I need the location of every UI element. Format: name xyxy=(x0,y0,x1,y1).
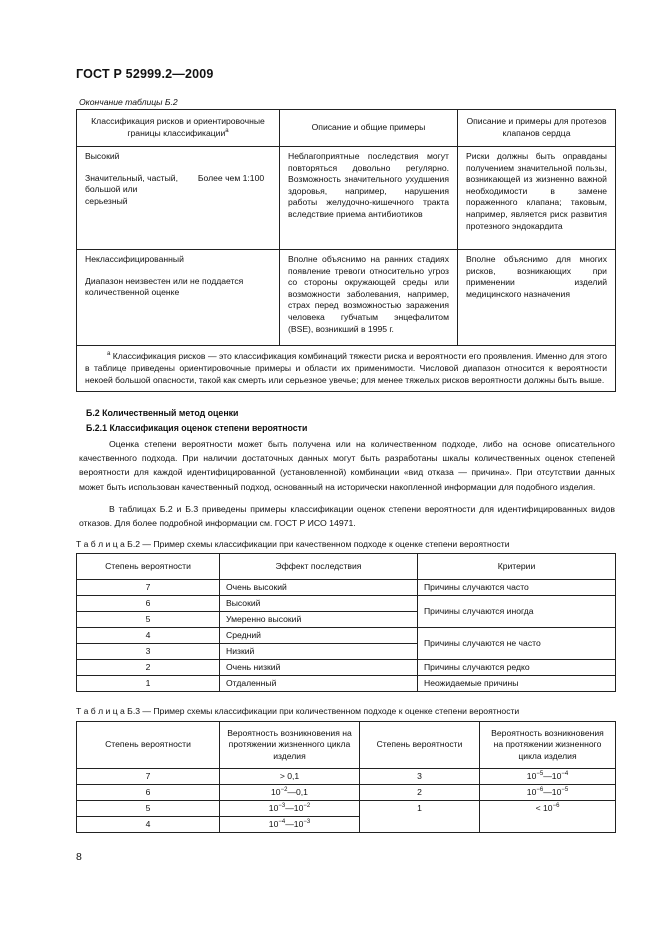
column-header: Описание и примеры для протезов клапанов сердца xyxy=(458,110,616,147)
column-header: Критерии xyxy=(418,554,616,580)
effect-cell: Очень низкий xyxy=(220,660,418,676)
risk-class-description: Значительный, частый, большой или серьезный xyxy=(85,172,178,206)
probability-degree-cell: 1 xyxy=(77,676,220,692)
effect-cell: Очень высокий xyxy=(220,580,418,596)
probability-value-cell: < $10^{-6}$ xyxy=(480,801,616,833)
table-footnote: $^а$ Классификация рисков — это классификация комбинаций тяжести риска и вероятности его проявления. Именно для этого в таблице приведены ориентировочные примеры и области их применимости. Числовой диапазон относится к вероятности некоей большой опасности, такой как смерть или серьезное увечье; для менее тяжелых рисков вероятности должны быть выше. xyxy=(77,346,616,392)
table-header-row xyxy=(77,110,616,147)
table-header-row xyxy=(77,722,616,769)
risk-class-cell xyxy=(77,147,280,250)
table-header-row xyxy=(77,554,616,580)
general-example-cell: Вполне объяснимо на ранних стадиях появление тревоги относительно угроз со стороны окружающей среды или возможности заболевания, например, страх перед возможностью заражения человека губчатым энцефалитом (BSE), возникший в 1995 г. xyxy=(280,250,458,346)
effect-cell: Высокий xyxy=(220,596,418,612)
risk-class-range: Более чем 1:100 xyxy=(197,172,265,183)
table-row xyxy=(77,147,616,250)
effect-cell: Отдаленный xyxy=(220,676,418,692)
risk-class-cell xyxy=(77,250,280,346)
document-header: ГОСТ Р 52999.2—2009 xyxy=(76,67,214,81)
probability-value-cell: $10^{-6}—10^{-5}$ xyxy=(480,785,616,801)
criteria-cell: Причины случаются часто xyxy=(418,580,616,596)
valve-example-cell: Риски должны быть оправданы получением значительной пользы, возникающей из жизненно важной необходимости в замене пораженного клапана; таковым, например, является риск развития протезного эндокардита xyxy=(458,147,616,250)
probability-value-cell: $10^{-3}—10^{-2}$ xyxy=(220,801,360,817)
body-paragraph: В таблицах Б.2 и Б.3 приведены примеры классификации оценок степени вероятности для идентифицированных видов отказов. Для более подробной информации см. ГОСТ Р ИСО 14971. xyxy=(79,504,615,529)
risk-class-name: Неклассифицированный xyxy=(85,254,184,264)
column-header: Вероятность возникновения на протяжении жизненного цикла изделия xyxy=(220,722,360,769)
probability-degree-cell: 1 xyxy=(360,801,480,833)
valve-example-cell: Вполне объяснимо для многих рисков, возникающих при применении изделий медицинского назначения xyxy=(458,250,616,346)
table-caption: Т а б л и ц а Б.2 — Пример схемы классификации при качественном подходе к оценке степени вероятности xyxy=(76,539,510,549)
table-continuation-caption: Окончание таблицы Б.2 xyxy=(79,97,178,107)
probability-degree-cell: 4 xyxy=(77,817,220,833)
column-header: Степень вероятности xyxy=(360,722,480,769)
table-row xyxy=(77,785,616,801)
probability-degree-cell: 6 xyxy=(77,596,220,612)
probability-degree-cell: 5 xyxy=(77,801,220,817)
risk-classification-table xyxy=(76,109,616,392)
effect-cell: Средний xyxy=(220,628,418,644)
page-number: 8 xyxy=(76,851,82,863)
column-header: Вероятность возникновения на протяжении жизненного цикла изделия xyxy=(480,722,616,769)
criteria-cell: Неожидаемые причины xyxy=(418,676,616,692)
column-header: Описание и общие примеры xyxy=(280,110,458,147)
column-header: Классификация рисков и ориентировочные границы классификации$^a$ xyxy=(77,110,280,147)
probability-value-cell: > 0,1 xyxy=(220,769,360,785)
risk-class-description: Диапазон неизвестен или не поддается количественной оценке xyxy=(85,275,244,298)
table-row xyxy=(77,660,616,676)
table-row xyxy=(77,596,616,612)
quantitative-probability-table xyxy=(76,721,616,833)
section-heading: Б.2 Количественный метод оценки xyxy=(86,408,239,418)
table-row xyxy=(77,769,616,785)
subsection-heading: Б.2.1 Классификация оценок степени вероятности xyxy=(86,423,308,433)
criteria-cell: Причины случаются редко xyxy=(418,660,616,676)
general-example-cell: Неблагоприятные последствия могут повторяться довольно регулярно. Возможность значительного ухудшения здоровья, например, нарушения работы желудочно-кишечного тракта вследствие приема антибиотиков xyxy=(280,147,458,250)
table-row xyxy=(77,801,616,817)
qualitative-probability-table xyxy=(76,553,616,692)
table-row xyxy=(77,676,616,692)
probability-value-cell: $10^{-5}—10^{-4}$ xyxy=(480,769,616,785)
criteria-cell: Причины случаются иногда xyxy=(418,596,616,628)
criteria-cell: Причины случаются не часто xyxy=(418,628,616,660)
table-caption: Т а б л и ц а Б.3 — Пример схемы классификации при количественном подходе к оценке степени вероятности xyxy=(76,706,520,716)
probability-degree-cell: 7 xyxy=(77,580,220,596)
probability-degree-cell: 4 xyxy=(77,628,220,644)
column-header: Эффект последствия xyxy=(220,554,418,580)
effect-cell: Низкий xyxy=(220,644,418,660)
table-row xyxy=(77,250,616,346)
probability-degree-cell: 2 xyxy=(360,785,480,801)
probability-degree-cell: 3 xyxy=(360,769,480,785)
probability-degree-cell: 5 xyxy=(77,612,220,628)
column-header: Степень вероятности xyxy=(77,722,220,769)
effect-cell: Умеренно высокий xyxy=(220,612,418,628)
probability-degree-cell: 7 xyxy=(77,769,220,785)
probability-degree-cell: 6 xyxy=(77,785,220,801)
probability-degree-cell: 3 xyxy=(77,644,220,660)
body-paragraph: Оценка степени вероятности может быть получена или на количественном подходе, либо на основе описательного качественного подхода. При наличии достаточных данных могут быть разработаны шкалы количественных оценок степеней вероятности для каждой идентифицированной (установленной) комбинации «вид отказа — причина». При отсутствии данных может быть использован качественный подход, основанный на исторически накопленной информации для подобного изделия. xyxy=(79,439,615,492)
probability-value-cell: $10^{-4}—10^{-3}$ xyxy=(220,817,360,833)
probability-degree-cell: 2 xyxy=(77,660,220,676)
probability-value-cell: $10^{-2}—0,1$ xyxy=(220,785,360,801)
table-row xyxy=(77,580,616,596)
column-header: Степень вероятности xyxy=(77,554,220,580)
table-row xyxy=(77,628,616,644)
table-note-row xyxy=(77,346,616,392)
risk-class-name: Высокий xyxy=(85,151,120,161)
